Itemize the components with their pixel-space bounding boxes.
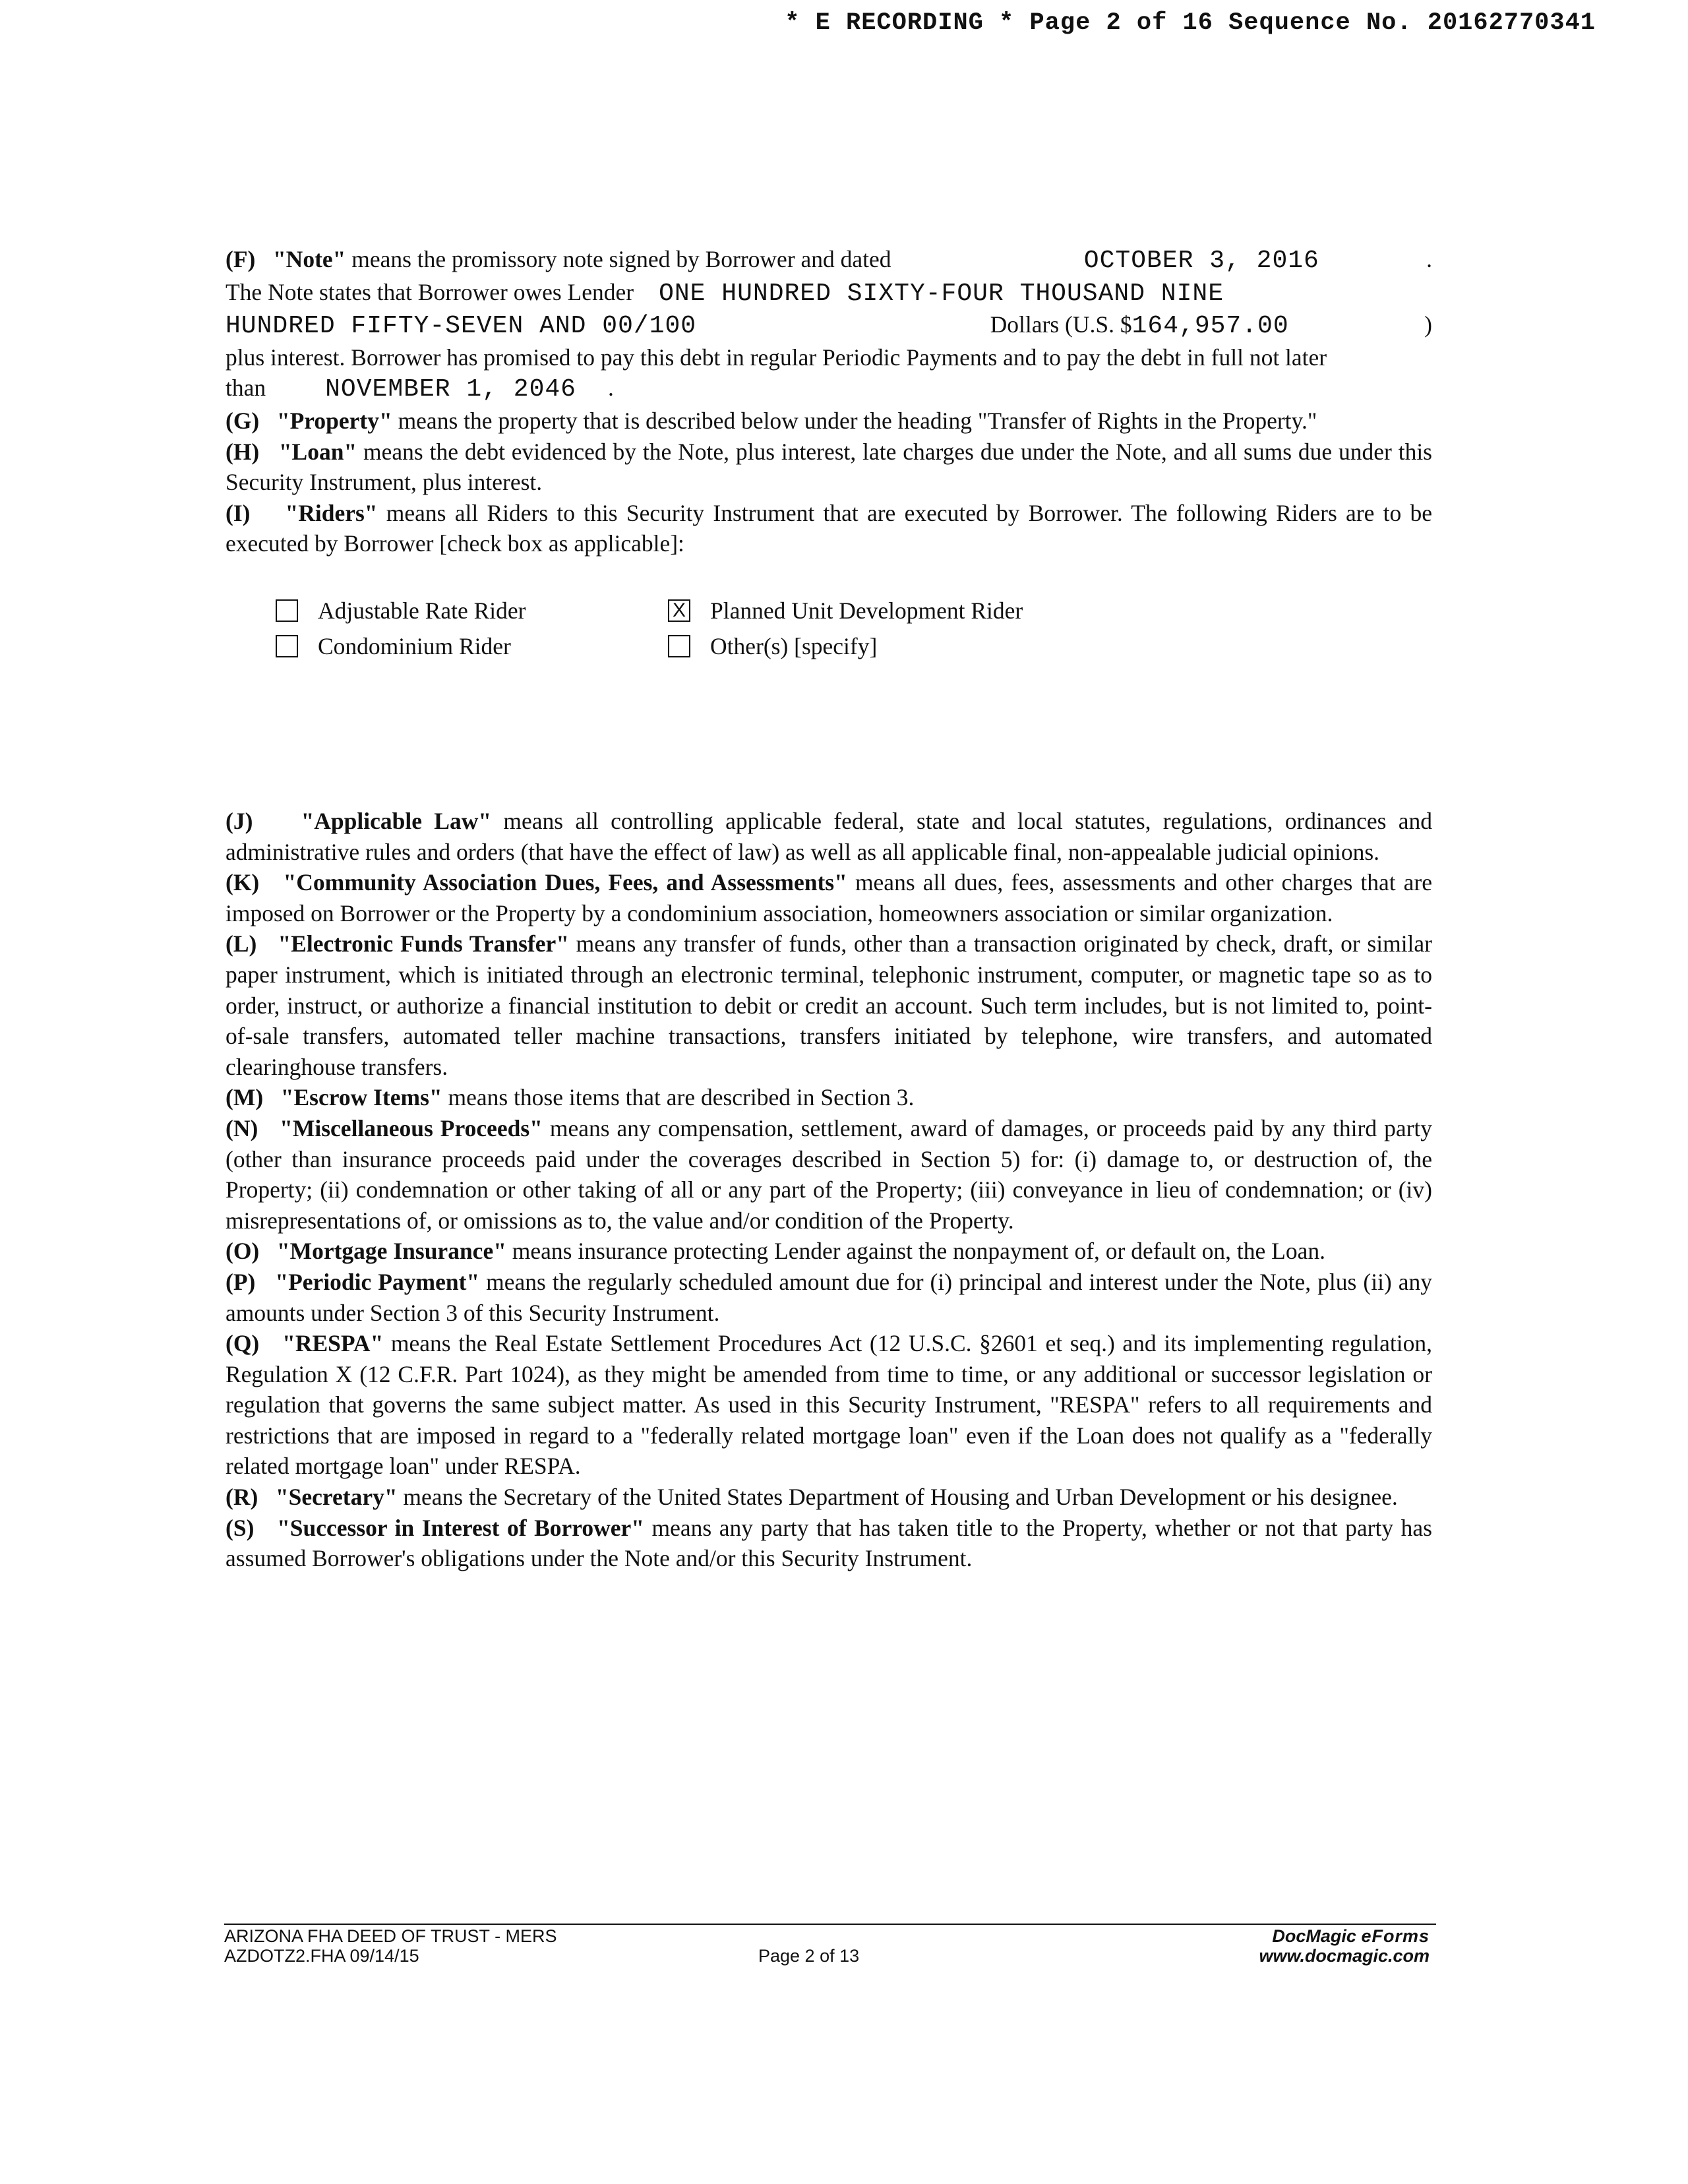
- section-term: "Community Association Dues, Fees, and Assessments": [283, 869, 847, 896]
- note-line-4: plus interest. Borrower has promised to pay this debt in regular Periodic Payments and to pay the debt in full not later: [226, 344, 1327, 371]
- rider-label: Planned Unit Development Rider: [710, 597, 1023, 624]
- section-i: [226, 498, 1432, 559]
- recording-header: * E RECORDING * Page 2 of 16 Sequence No. 20162770341: [785, 9, 1596, 37]
- section-text: means the property that is described below under the heading "Transfer of Rights in the Property.": [398, 407, 1317, 434]
- section-text: means all controlling applicable federal, state and local statutes, regulations, ordinances and administrative rules and orders (that have the effect of law) as well as all applicable final, non-appealable judicial opinions.: [226, 808, 1433, 865]
- close-paren: ): [1424, 311, 1432, 338]
- brand-eforms: eForms: [1361, 1926, 1430, 1946]
- note-line-1: [226, 244, 1432, 277]
- section-text: The Note states that Borrower owes Lender: [226, 278, 634, 305]
- period: .: [1426, 246, 1432, 272]
- section-letter: (N): [226, 1114, 258, 1141]
- section-text: means the Secretary of the United States Department of Housing and Urban Development or his designee.: [403, 1484, 1398, 1511]
- section-term: "Escrow Items": [280, 1084, 442, 1111]
- section-text: means the Real Estate Settlement Procedures Act (12 U.S.C. §2601 et seq.) and its implementing regulation, Regulation X (12 C.F.R. Part 1024), as they might be amended from time to time, or any additional or successor legislation or regulation that governs the same subject matter. As used in this Security Instrument, "RESPA" refers to all requirements and restrictions that are imposed in regard to a "federally related mortgage loan" even if the Loan does not qualify as a "federally related mortgage loan" under RESPA.: [226, 1330, 1433, 1480]
- section-term: "RESPA": [282, 1330, 384, 1357]
- section-letter: (G): [226, 407, 260, 434]
- section-s: [226, 1513, 1432, 1574]
- section-n: [226, 1113, 1432, 1236]
- section-text: means the regularly scheduled amount due for (i) principal and interest under the Note, plus (ii) any amounts under Section 3 of this Security Instrument.: [226, 1268, 1433, 1326]
- checkbox[interactable]: [668, 635, 690, 657]
- brand-url: www.docmagic.com: [1259, 1946, 1430, 1966]
- section-h: [226, 437, 1432, 498]
- section-j: [226, 806, 1432, 867]
- note-line-2: [226, 277, 1432, 310]
- section-letter: (S): [226, 1514, 255, 1541]
- checkbox[interactable]: [276, 635, 298, 657]
- rider-label: Condominium Rider: [318, 633, 511, 659]
- checkbox[interactable]: [276, 599, 298, 622]
- section-g: [226, 406, 1432, 437]
- section-letter: (R): [226, 1484, 258, 1511]
- section-letter: (M): [226, 1084, 264, 1111]
- section-text: means all dues, fees, assessments and other charges that are imposed on Borrower or the Property by a condominium association, homeowners association or similar organization.: [226, 869, 1433, 926]
- section-term: "Mortgage Insurance": [276, 1238, 506, 1265]
- section-k: [226, 867, 1432, 928]
- section-term: "Note": [272, 246, 346, 272]
- note-line-3: [226, 309, 1432, 342]
- section-letter: (H): [226, 438, 260, 465]
- rider-others[interactable]: [668, 632, 877, 660]
- section-o: [226, 1236, 1432, 1267]
- section-text: means all Riders to this Security Instrument that are executed by Borrower. The following Riders are to be executed by Borrower [check box as applicable]:: [226, 499, 1432, 557]
- than-label: than: [226, 375, 266, 402]
- section-text: means the debt evidenced by the Note, plus interest, late charges due under the Note, and all sums due under this Security Instrument, plus interest.: [226, 438, 1432, 496]
- section-text: means insurance protecting Lender against the nonpayment of, or default on, the Loan.: [512, 1238, 1325, 1265]
- rider-adjustable-rate[interactable]: [276, 597, 526, 624]
- section-letter: (J): [226, 808, 253, 834]
- dollars-label: Dollars (U.S. $: [990, 311, 1132, 338]
- section-term: "Riders": [285, 499, 378, 526]
- section-letter: (O): [226, 1238, 260, 1265]
- section-term: "Electronic Funds Transfer": [278, 930, 569, 957]
- section-term: "Secretary": [275, 1484, 398, 1511]
- section-text: means the promissory note signed by Borrower and dated: [351, 246, 891, 272]
- rider-condominium[interactable]: [276, 632, 511, 660]
- section-letter: (F): [226, 246, 256, 272]
- amount-numeric-field: 164,957.00: [1131, 312, 1289, 341]
- section-letter: (K): [226, 869, 260, 896]
- section-term: "Loan": [278, 438, 357, 465]
- form-title: ARIZONA FHA DEED OF TRUST - MERS: [224, 1926, 557, 1946]
- section-q: [226, 1328, 1432, 1482]
- checkbox-checked[interactable]: X: [668, 599, 690, 622]
- section-text: means any compensation, settlement, award of damages, or proceeds paid by any third party (other than insurance proceeds paid under the coverages described in Section 5) for: (i) damage to, or destruction of, the Property; (ii) condemnation or other taking of all or any part of the Property; (iii) conveyance in lieu of condemnation; or (iv) misrepresentations of, or omissions as to, the value and/or condition of the Property.: [226, 1114, 1433, 1234]
- section-term: "Property": [276, 407, 392, 434]
- section-term: "Applicable Law": [301, 808, 492, 834]
- section-m: [226, 1082, 1432, 1113]
- definitions-block-2: [226, 806, 1432, 1574]
- section-term: "Successor in Interest of Borrower": [277, 1514, 644, 1541]
- note-date-field: OCTOBER 3, 2016: [1083, 247, 1319, 275]
- maturity-date-field: NOVEMBER 1, 2046: [325, 375, 576, 404]
- section-r: [226, 1482, 1432, 1513]
- riders-checklist: [276, 597, 1199, 663]
- section-p: [226, 1267, 1432, 1328]
- section-text: means those items that are described in Section 3.: [448, 1084, 915, 1111]
- section-term: "Miscellaneous Proceeds": [280, 1114, 543, 1141]
- amount-words-field-2: HUNDRED FIFTY-SEVEN AND 00/100: [226, 312, 697, 341]
- docmagic-logo: [1259, 1926, 1430, 1966]
- rider-planned-unit-development[interactable]: [668, 597, 1023, 624]
- section-l: [226, 928, 1432, 1082]
- section-text: means any transfer of funds, other than a transaction originated by check, draft, or similar paper instrument, which is initiated through an electronic terminal, telephonic instrument, computer, or magnetic tape so as to order, instruct, or authorize a financial institution to debit or credit an account. Such term includes, but is not limited to, point-of-sale transfers, automated teller machine transactions, transfers initiated by telephone, wire transfers, and automated clearinghouse transfers.: [226, 930, 1433, 1080]
- section-text: means any party that has taken title to the Property, whether or not that party has assumed Borrower's obligations under the Note and/or this Security Instrument.: [226, 1514, 1432, 1572]
- section-letter: (Q): [226, 1330, 260, 1357]
- note-line-5: [226, 373, 1432, 406]
- period: .: [607, 375, 614, 402]
- page-number: Page 2 of 13: [758, 1946, 860, 1966]
- page-footer: [224, 1924, 1436, 1978]
- form-code: AZDOTZ2.FHA 09/14/15: [224, 1946, 419, 1966]
- definitions-block-1: [226, 244, 1432, 559]
- section-letter: (L): [226, 930, 257, 957]
- rider-label: Other(s) [specify]: [710, 633, 878, 659]
- section-letter: (I): [226, 499, 251, 526]
- rider-label: Adjustable Rate Rider: [318, 597, 526, 624]
- brand-name: DocMagic: [1272, 1926, 1356, 1946]
- section-term: "Periodic Payment": [275, 1268, 480, 1295]
- section-letter: (P): [226, 1268, 256, 1295]
- amount-words-field-1: ONE HUNDRED SIXTY-FOUR THOUSAND NINE: [659, 279, 1224, 308]
